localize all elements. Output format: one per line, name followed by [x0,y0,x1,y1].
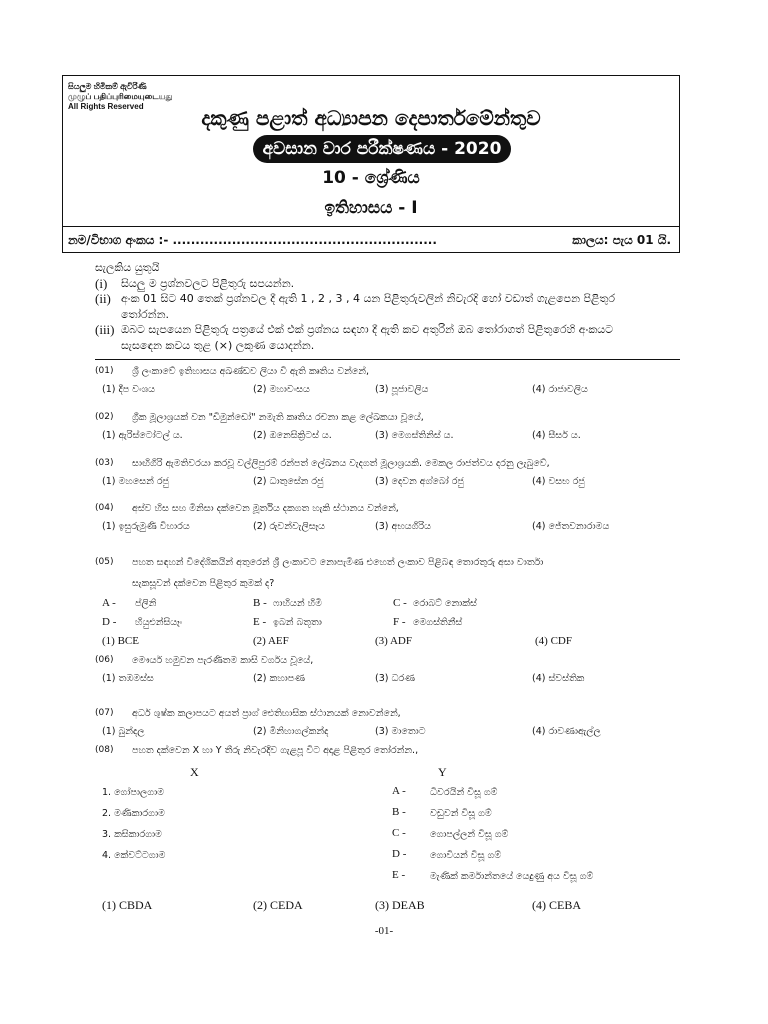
option-3[interactable]: (3) අභයගිරිය [375,521,431,532]
option-3[interactable]: (3) ADF [375,635,412,647]
option-2[interactable]: (2) ඔනෙසික්‍රිටස් ය. [253,430,332,441]
option-3[interactable]: (3) ධරණ [375,673,415,684]
option-1[interactable]: (1) දීප වංශය [102,384,156,395]
question-number: (03) [95,458,114,468]
exam-title: අවසාන වාර පරීක්ෂණය - 2020 [253,135,511,163]
question-text-cont: සැකසූවන් දක්වෙන පිළිතුර කුමක් ද? [132,578,275,589]
question-02 [95,412,685,442]
option-2[interactable]: (2) ධාතුසේන රජු [253,476,324,487]
y-item: ගොවියන් විසූ ගම් [430,850,502,861]
list-value: ෆාහියන් හිමි [273,598,322,609]
question-05 [95,557,685,652]
y-item: ධීවරයින් විසූ ගම් [430,787,498,798]
option-4[interactable]: (4) CDF [535,635,572,647]
question-04 [95,503,685,533]
question-text: අර්ධ ශුෂ්ක කලාපයට අයත් ප්‍රාග් ඓතිහාසික ස්ථානයක් නොවන්නේ, [132,708,401,719]
option-1[interactable]: (1) බුන්දල [102,726,145,737]
header-divider [63,226,679,227]
page-number: -01- [374,925,394,937]
question-06 [95,655,685,685]
question-number: (07) [95,708,114,718]
column-y-header: Y [438,765,447,779]
question-text: පහත දක්වෙන X හා Y තීරු නිවැරදිව ගැළපූ විට අදාළ පිළිතුර තෝරන්න., [132,745,419,756]
y-key: C - [392,827,406,839]
option-1[interactable]: (1) තඹමස්ස [102,673,154,684]
question-text: ග්‍රීක මූලාශ්‍රයක් වන "ඩිමුන්ඩෝ" නමැති කෘතිය රචනා කළ ලේඛකයා වූයේ, [132,412,424,423]
option-3[interactable]: (3) පූජාවලිය [375,384,429,395]
rights-sinhala: සියලුම හිමිකම් ඇවිරිණි [68,82,147,91]
question-number: (02) [95,412,114,422]
option-2[interactable]: (2) මිනිහාගල්කන්ද [253,726,329,737]
instruction-number: (iii) [95,322,115,337]
instruction-item-cont [95,307,685,323]
name-index-field: නම/විභාග අංකය :- .......................................................... [68,233,437,247]
section-divider [95,359,680,360]
instruction-item [95,291,685,307]
option-1[interactable]: (1) මහසෙන් රජු [102,476,169,487]
instruction-text: තෝරන්න. [121,307,170,321]
question-number: (01) [95,366,114,376]
question-number: (06) [95,655,114,665]
option-4[interactable]: (4) රාවණාඇල්ල [532,726,601,737]
option-3[interactable]: (3) මෙගස්තිනිස් ය. [375,430,454,441]
y-key: B - [392,806,406,818]
instruction-text: සැසඳෙන කවය තුළ (×) ලකුණ යොදන්න. [121,338,315,352]
instruction-number: (i) [95,275,108,291]
list-key: F - [393,616,406,628]
option-1[interactable]: (1) ඇරිස්ටෝටල් ය. [102,430,183,441]
question-number: (05) [95,557,114,567]
question-text: මෞර්ය හමුවන පැරණිතම කාසි වර්ගය වූයේ, [132,655,314,666]
list-key: E - [253,616,267,628]
instruction-item [95,276,685,292]
list-key: A - [102,597,116,609]
question-07 [95,708,685,738]
y-key: A - [392,785,406,797]
x-item: 4. කේවට්ටගාම [102,850,166,861]
option-2[interactable]: (2) මහාවංසය [253,384,310,395]
option-4[interactable]: (4) සීසර් ය. [532,430,581,441]
question-text: පහත සඳහන් විදේශිකයින් අතුරෙන් ශ්‍රී ලංකාවට නොපැමිණ එහෙත් ලංකාව පිළිබඳ තොරතුරු අසා වාර්තා [132,557,544,568]
rights-tamil: முழுப் பதிப்புரிமையுடையது [68,92,173,101]
y-key: E - [392,869,406,881]
question-number: (04) [95,503,114,513]
list-value: ඉබන් බතූතා [273,617,322,628]
instruction-text: සියලු ම ප්‍රශ්නවලට පිළිතුරු සපයන්න. [121,276,295,290]
option-4[interactable]: (4) CEBA [532,898,581,912]
option-3[interactable]: (3) දෙවන අග්බෝ රජු [375,476,464,487]
option-4[interactable]: (4) ජේතවනාරාමය [532,521,610,532]
department-title: දකුණු පළාත් අධ්‍යාපන දෙපාර්තමේන්තුව [201,106,541,130]
option-2[interactable]: (2) CEDA [253,898,303,912]
instruction-item-cont [95,338,685,354]
option-2[interactable]: (2) කහාපණ [253,673,305,684]
y-item: ගොපල්ලන් විසූ ගම් [430,829,509,840]
list-value: මෙගස්තිනීස් [413,617,463,628]
option-2[interactable]: (2) රුවන්වැලිසෑය [253,521,326,532]
list-key: B - [253,597,267,609]
option-2[interactable]: (2) AEF [253,635,289,647]
list-key: D - [102,616,117,628]
y-key: D - [392,848,407,860]
question-text: ශ්‍රී ලංකාවේ ඉතිහාසය අඛණ්ඩව ලියා වී ඇති කෘතිය වන්නේ, [132,366,369,377]
option-4[interactable]: (4) ස්වස්තික [532,673,585,684]
list-value: රොබට් නොක්ස් [413,598,477,609]
option-4[interactable]: (4) රාජාවලිය [532,384,588,395]
y-item: වඩුවන් විසූ ගම් [430,808,492,819]
exam-header [62,75,680,253]
y-item: මැණික් කර්මාන්තයේ යෙදුණු අය විසූ ගම් [430,871,594,882]
x-item: 2. මණිකාරගාම [102,808,165,819]
option-3[interactable]: (3) DEAB [375,898,425,912]
list-key: C - [393,597,407,609]
question-text: අස්ව හිස සහ මිනිසා දක්වෙන මූර්තිය දකගත හැකි ස්ථානය වන්නේ, [132,503,399,514]
question-text: සාඟිගිරි ඇමතිවරයා කරවූ වල්ලිපුරම් රන්පත් ලේඛනය වැදගත් මූලාශ්‍රයකි. මෙකල රාජත්වය දරනු ලැබුවේ, [132,458,550,469]
question-03 [95,458,685,488]
grade-label: 10 - ශ්‍රේණිය [322,168,420,188]
option-4[interactable]: (4) වසභ රජු [532,476,585,487]
rights-english: All Rights Reserved [68,102,144,111]
instruction-text: අංක 01 සිට 40 තෙක් ප්‍රශ්නවල දී ඇති 1 , 2 , 3 , 4 යන පිළිතුරුවලින් නිවැරදි හෝ වඩාත් ගැළපෙන පිළිතුර [121,292,615,305]
time-label: කාලය: පැය 01 යි. [572,233,671,247]
option-3[interactable]: (3) මාතොට [375,726,426,737]
x-item: 1. ගෝපාලගාම [102,787,165,798]
option-1[interactable]: (1) BCE [102,635,139,647]
question-08 [95,745,685,915]
question-number: (08) [95,745,114,755]
question-01 [95,366,685,396]
instructions [95,260,685,353]
list-value: ප්ලිනි [135,598,157,609]
list-value: හියුඑන්සියෑං [135,617,183,628]
instruction-text: ඔබට සැපයෙන පිළිතුරු පත්‍රයේ එක් එක් ප්‍රශ්නය සඳහා දී ඇති කව අතුරින් ඔබ තෝරාගත් පිළිතුරෙහි අංකයට [121,323,614,336]
instructions-heading: සැලකිය යුතුයි [95,261,160,274]
x-item: 3. කසිකාරගාම [102,829,162,840]
instruction-item [95,322,685,338]
instruction-number: (ii) [95,291,111,306]
column-x-header: X [190,765,199,779]
subject-label: ඉතිහාසය - I [324,198,418,218]
option-1[interactable]: (1) ඉසුරුමුණි විහාරය [102,521,190,532]
option-1[interactable]: (1) CBDA [102,898,153,912]
